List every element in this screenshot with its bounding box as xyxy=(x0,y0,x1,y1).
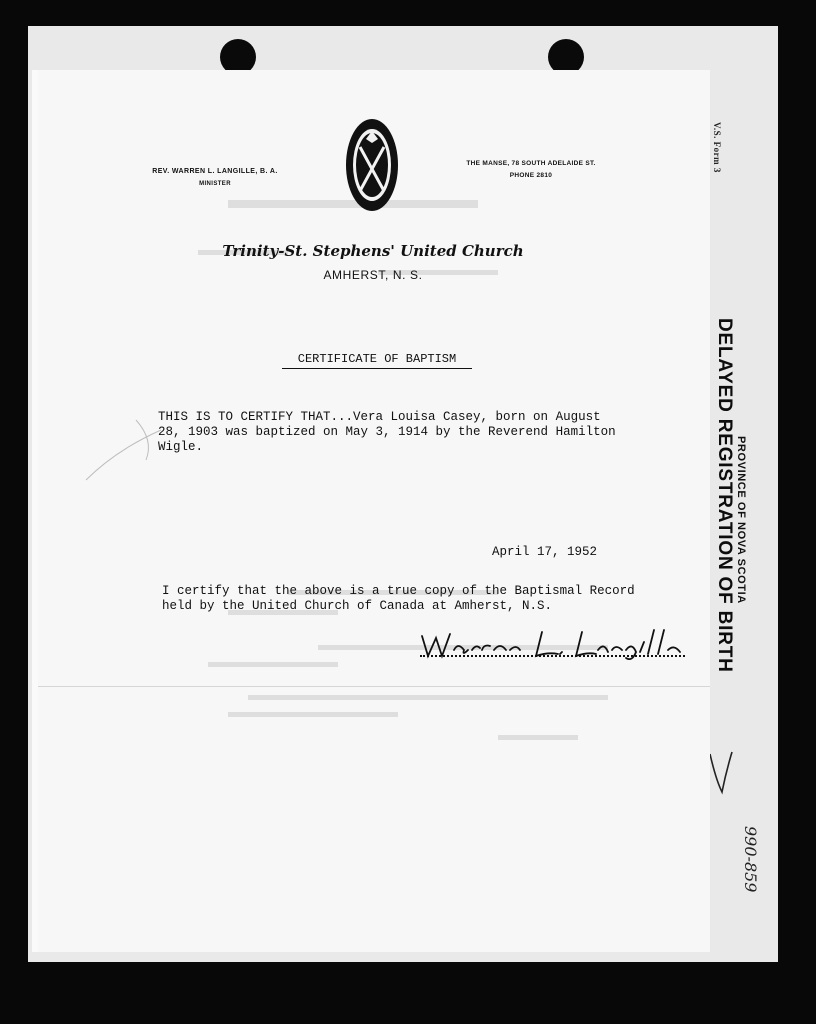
certificate-date: April 17, 1952 xyxy=(492,545,598,559)
form-code: V.S. Form 3 xyxy=(712,122,722,173)
phone-number: PHONE 2810 xyxy=(509,172,553,179)
check-mark-icon xyxy=(708,750,734,796)
certificate-body-line-1: THIS IS TO CERTIFY THAT...Vera Louisa Casey, born on August xyxy=(158,410,601,424)
letterhead-minister xyxy=(135,168,295,187)
manse-address: THE MANSE, 78 SOUTH ADELAIDE ST. xyxy=(466,160,596,167)
church-crest-icon xyxy=(344,117,400,213)
certificate-body-line-2: 28, 1903 was baptized on May 3, 1914 by the Reverend Hamilton xyxy=(158,425,616,439)
province-label: PROVINCE OF NOVA SCOTIA xyxy=(735,436,747,604)
attestation-line-1: I certify that the above is a true copy of the Baptismal Record xyxy=(162,584,635,598)
signature-line xyxy=(420,653,685,657)
minister-title: MINISTER xyxy=(199,181,231,187)
church-city: AMHERST, N. S. xyxy=(323,268,423,282)
certificate-sheet xyxy=(38,70,710,952)
form-title: DELAYED REGISTRATION OF BIRTH xyxy=(714,318,735,673)
certificate-body-line-3: Wigle. xyxy=(158,440,204,454)
letterhead-address xyxy=(456,160,606,179)
file-number: 990-859 xyxy=(741,826,760,893)
attestation-line-2: held by the United Church of Canada at Amherst, N.S. xyxy=(162,599,553,613)
certificate-title: CERTIFICATE OF BAPTISM xyxy=(282,352,472,369)
minister-name: REV. WARREN L. LANGILLE, B. A. xyxy=(152,168,278,175)
church-name: Trinity-St. Stephens' United Church xyxy=(222,242,524,260)
faint-stamp-mark xyxy=(76,410,166,490)
